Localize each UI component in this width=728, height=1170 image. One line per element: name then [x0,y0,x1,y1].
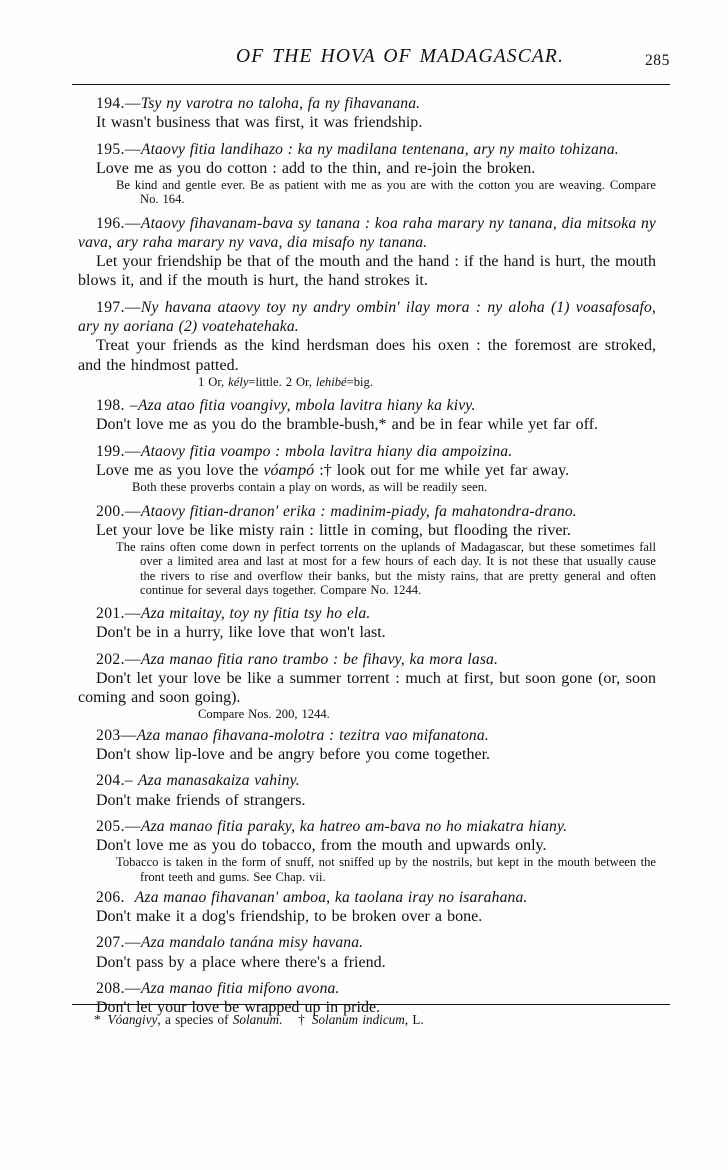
proverb-entry-202 [78,650,656,722]
proverb-translation: Don't love me as you do tobacco, from the mouth and upwards only. [96,837,547,855]
proverb-entry-206 [78,888,656,927]
proverb-original [78,214,656,253]
proverb-entry-204 [78,771,656,810]
proverb-number: 202.— [96,650,141,668]
proverb-translation: Don't show lip-love and be angry before you come together. [96,745,491,763]
proverb-original-text: Aza manao fitia paraky, ka hatreo am-bava no ho miakatra hiany. [140,817,568,835]
proverb-number: 200.— [96,502,141,520]
proverb-original [78,442,656,461]
proverb-original-text: Ny havana ataovy toy ny andry ombin' ilay mora : ny aloha (1) voasafosafo, ary ny aoriana (2) voatehatehaka. [78,298,656,336]
proverb-original-text: Aza atao fitia voangivy, mbola lavitra hiany ka kivy. [137,397,476,415]
footnote-rule [72,1004,670,1005]
proverb-number: 205.— [96,817,141,835]
translation-italic-term: vóampó [263,462,315,480]
proverb-entry-205 [78,817,656,884]
proverb-number: 206. [96,888,130,906]
proverb-note: Compare Nos. 200, 1244. [198,707,330,722]
footnote-italic-term: Vóangivy [107,1012,158,1027]
proverb-original-text: Aza mitaitay, toy ny fitia tsy ho ela. [140,604,371,622]
proverb-translation: Let your friendship be that of the mouth and the hand : if the hand is hurt, the mouth blows it, and if the mouth is hurt, the hand strokes it. [78,253,656,290]
page-number: 285 [644,52,670,69]
dagger-icon: † [298,1012,305,1027]
entry-spacer [78,597,656,604]
proverb-entry-197 [78,298,656,389]
header-rule [72,84,670,85]
proverb-original [78,298,656,337]
proverb-number: 199.— [96,442,141,460]
running-head [72,46,670,72]
asterisk-icon: * [94,1012,101,1027]
footnote-italic-term: Solanum indicum [311,1012,405,1027]
proverb-original-text: Aza mandalo tanána misy havana. [140,934,364,952]
proverb-translation: Let your love be like misty rain : little in coming, but flooding the river. [96,521,571,539]
translation-part: :† look out for me while yet far away. [314,462,570,480]
proverb-original-text: Ataovy fitia voampo : mbola lavitra hiany dia ampoizina. [140,442,513,460]
proverb-number: 197.— [96,298,141,316]
note-italic-term: lehibé [315,374,347,389]
footnote-part: , L. [404,1012,424,1027]
proverb-entry-203 [78,726,656,765]
proverb-original [78,771,656,790]
footnote-italic-term: Solanum [232,1012,279,1027]
proverb-translation: Don't be in a hurry, like love that won't last. [96,624,386,642]
proverb-original [78,650,656,669]
entry-spacer [78,972,656,979]
proverb-entry-201 [78,604,656,643]
proverb-translation: Don't love me as you do the bramble-bush,* and be in fear while yet far off. [96,416,599,434]
proverb-original [78,933,656,952]
proverb-original-text: Aza manao fihavanan' amboa, ka taolana iray no isarahana. [134,888,528,906]
proverb-original [78,888,656,907]
proverb-note: Tobacco is taken in the form of snuff, not sniffed up by the nostrils, but kept in the mouth between the front teeth and gums. See Chap. vii. [116,855,656,884]
proverb-number: 195.— [96,140,141,158]
note-italic-term: kély [228,374,249,389]
proverb-original-text: Aza manasakaiza vahiny. [137,772,300,790]
entry-spacer [78,643,656,650]
proverb-entry-196 [78,214,656,291]
proverb-number: 198. – [96,397,138,415]
proverb-entry-198 [78,396,656,435]
proverb-original [78,817,656,836]
proverb-translation: Don't let your love be like a summer torrent : much at first, but soon gone (or, soon coming and soon going). [78,669,656,707]
proverb-number: 201.— [96,604,141,622]
entry-spacer [78,926,656,933]
proverb-original-text: Tsy ny varotra no taloha, fa ny fihavanana. [140,95,421,112]
proverb-original [78,726,656,745]
proverb-original-text: Ataovy fitian-dranon' erika : madinim-piady, fa mahatondra-drano. [140,502,577,520]
proverb-entry-194 [78,94,656,133]
proverb-note: Be kind and gentle ever. Be as patient with me as you are with the cotton you are weaving. Compare No. 164. [116,178,656,207]
proverb-original [78,604,656,623]
proverb-original [78,502,656,521]
entry-spacer [78,291,656,298]
proverb-entry-207 [78,933,656,972]
note-part: 1 Or, [198,374,229,389]
proverb-translation [78,461,656,480]
proverb-note: Both these proverbs contain a play on words, as will be readily seen. [132,480,488,495]
text-column [78,94,656,1018]
proverb-number: 204.– [96,772,138,790]
entry-spacer [78,133,656,140]
proverb-translation: Don't pass by a place where there's a friend. [96,953,386,971]
translation-part: Love me as you love the [96,462,264,480]
proverb-entry-199 [78,442,656,495]
proverb-original [78,94,656,113]
note-part: =little. 2 Or, [248,374,316,389]
proverb-note [78,375,656,389]
proverb-translation: It wasn't business that was first, it was friendship. [96,114,423,132]
proverb-number: 208.— [96,980,141,998]
proverb-entry-200 [78,502,656,597]
page-title: OF THE HOVA OF MADAGASCAR. [235,46,564,67]
entry-spacer [78,389,656,396]
entry-spacer [78,435,656,442]
note-part: =big. [346,374,373,389]
proverb-entry-195 [78,140,656,207]
footnote-part: , a species of [157,1012,233,1027]
entry-spacer [78,764,656,771]
proverb-translation: Don't make it a dog's friendship, to be broken over a bone. [96,908,483,926]
entry-spacer [78,495,656,502]
proverb-original-text: Ataovy fihavanam-bava sy tanana : koa raha marary ny tanana, dia mitsoka ny vava, ary raha marary ny vava, dia misafo ny tanana. [78,214,656,251]
proverb-number: 207.— [96,934,141,952]
proverb-number: 196.— [96,214,141,232]
footnote [94,1012,424,1028]
proverb-original [78,396,656,415]
entry-spacer [78,207,656,214]
proverb-original-text: Aza manao fihavana-molotra : tezitra vao mifanatona. [136,726,489,744]
proverb-original-text: Ataovy fitia landihazo : ka ny madilana tentenana, ary ny maito tohizana. [140,140,619,158]
proverb-original [78,140,656,159]
proverb-translation: Don't make friends of strangers. [96,791,306,809]
proverb-number: 194.— [96,95,141,112]
proverb-original [78,979,656,998]
proverb-note: The rains often come down in perfect torrents on the uplands of Madagascar, but these sometimes fall over a limited area and last at most for a few hours of each day. It is not these that usually cause the rivers to rise and overflow their banks, but the misty rains, that are pretty general and often continue for several days together. Compare No. 1244. [116,540,656,597]
proverb-translation: Love me as you do cotton : add to the thin, and re-join the broken. [96,159,536,177]
entry-spacer [78,810,656,817]
footnote-part: . [278,1012,283,1027]
proverb-translation: Don't let your love be wrapped up in pride. [96,999,381,1017]
proverb-number: 203— [96,726,137,744]
proverb-translation: Treat your friends as the kind herdsman does his oxen : the foremost are stroked, and the hindmost patted. [78,337,656,374]
proverb-original-text: Aza manao fitia mifono avona. [140,980,340,998]
proverb-original-text: Aza manao fitia rano trambo : be fihavy, ka mora lasa. [140,650,499,668]
